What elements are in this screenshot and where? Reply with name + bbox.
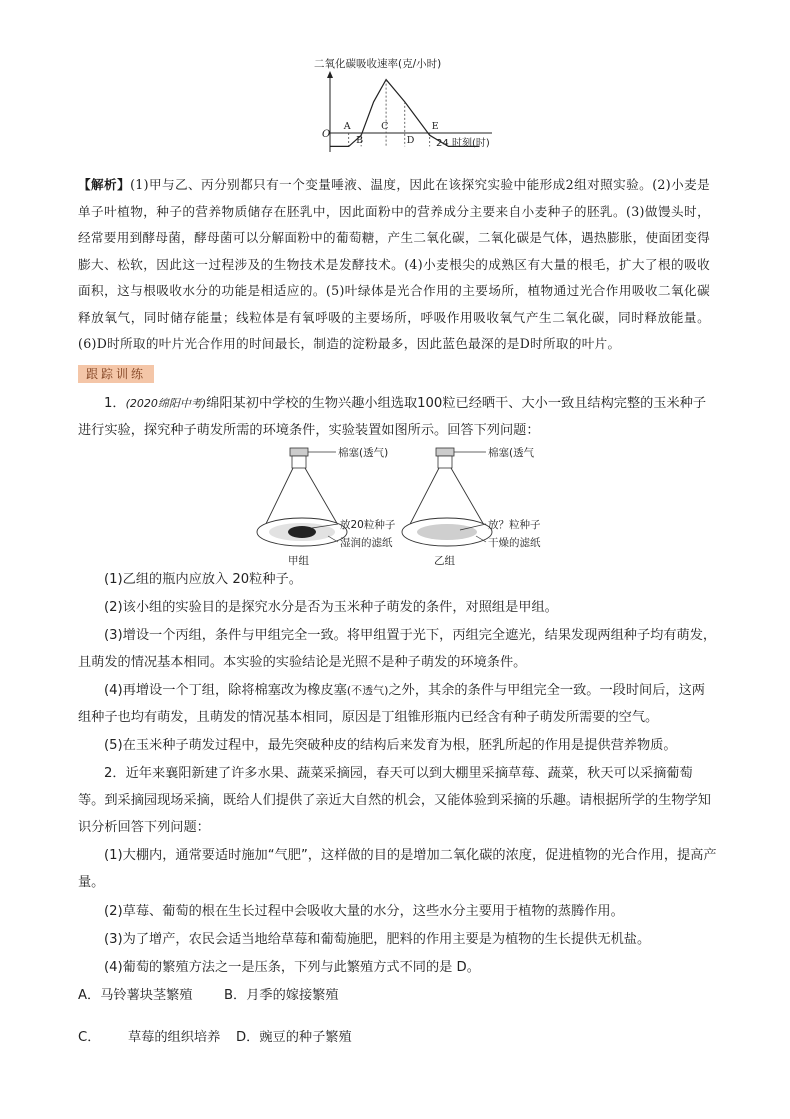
label-cotton-right: 棉塞(透气 (488, 447, 535, 459)
q1-answer-5: (5)在玉米种子萌发过程中，最先突破种皮的结构后来发育为根，胚乳所起的作用是提供营养物质。 (104, 738, 677, 753)
q1-stem (78, 390, 718, 444)
seeds-pile (288, 526, 316, 538)
q1-source: (2020绵阳中考) (125, 397, 207, 410)
analysis-paragraph (78, 172, 710, 358)
chart-canvas (306, 52, 516, 162)
analysis-text: (1)甲与乙、丙分别都只有一个变量唾液、温度，因此在该探究实验中能形成2组对照实验。(2)小麦是单子叶植物，种子的营养物质储存在胚乳中，因此面粉中的营养成分主要来自小麦种子的胚乳。(3)做馒头时，经常要用到酵母菌，酵母菌可以分解面粉中的葡萄糖，产生二氧化碳，二氧化碳是气体，遇热膨胀，使面团变得膨大、松软，因此这一过程涉及的生物技术是发酵技术。(4)小麦根尖的成熟区有大量的根毛，扩大了根的吸收面积，这与根吸收水分的功能是相适应的。(5)叶绿体是光合作用的主要场所，植物通过光合作用吸收二氧化碳释放氧气，同时储存能量；线粒体是有氧呼吸的主要场所，呼吸作用吸收氧气产生二氧化碳，同时释放能量。(6)D时所取的叶片光合作用的时间最长，制造的淀粉最多，因此蓝色最深的是D时所取的叶片。 (78, 177, 711, 351)
label-group-jia: 甲组 (288, 555, 309, 567)
flask-left (257, 448, 347, 546)
q1-answer-4 (78, 677, 718, 731)
dry-filter-paper (417, 524, 477, 540)
q2-answer-2: (2)草莓、葡萄的根在生长过程中会吸收大量的水分，这些水分主要用于植物的蒸腾作用。 (104, 904, 624, 919)
option-c-text: 草莓的组织培养 (128, 1030, 221, 1045)
label-paper-left: 湿润的滤纸 (340, 537, 393, 549)
co2-absorption-chart (306, 52, 516, 162)
option-a: A．马铃薯块茎繁殖 (78, 988, 193, 1003)
q1-stem-text: 绵阳某初中学校的生物兴趣小组选取100粒已经晒干、大小一致且结构完整的玉米种子进行实验，探究种子萌发所需的环境条件，实验装置如图所示。回答下列问题： (78, 396, 707, 438)
label-cotton-left: 棉塞(透气) (338, 447, 389, 459)
option-b: B．月季的嫁接繁殖 (224, 988, 339, 1003)
q1-answer-1: (1)乙组的瓶内应放入 20粒种子。 (104, 572, 302, 587)
label-group-yi: 乙组 (434, 555, 455, 567)
flask-right (402, 448, 492, 546)
chart-x-end-label: 24 (436, 138, 449, 149)
chart-y-arrow (327, 71, 333, 78)
label-paper-right: 干燥的滤纸 (488, 537, 541, 549)
q1-answer-4-pre: (4)再增设一个丁组，除将棉塞改为橡皮塞 (104, 683, 347, 698)
label-seeds-left: 放20粒种子 (340, 519, 396, 531)
chart-point-label-e: E (431, 121, 439, 132)
chart-point-label-d: D (406, 135, 415, 146)
q2-answer-3: (3)为了增产，农民会适当地给草莓和葡萄施肥，肥料的作用主要是为植物的生长提供无机盐。 (104, 932, 651, 947)
q2-stem: 2．近年来襄阳新建了许多水果、蔬菜采摘园，春天可以到大棚里采摘草莓、蔬菜，秋天可以采摘葡萄等。到采摘园现场采摘，既给人们提供了亲近大自然的机会，又能体验到采摘的乐趣。请根据所学的生物学知识分析回答下列问题： (78, 766, 711, 835)
q1-answer-4-note: (不透气) (346, 684, 389, 697)
q2-answer-1: (1)大棚内，通常要适时施加“气肥”，这样做的目的是增加二氧化碳的浓度，促进植物的光合作用，提高产量。 (78, 848, 717, 890)
q1-answer-3: (3)增设一个丙组，条件与甲组完全一致。将甲组置于光下，丙组完全遮光，结果发现两组种子均有萌发，且萌发的情况基本相同。本实验的实验结论是光照不是种子萌发的环境条件。 (78, 628, 717, 670)
flask-neck-right (438, 456, 452, 468)
q1-number: 1． (104, 396, 126, 411)
cotton-plug-left (290, 448, 308, 456)
chart-origin-label: O (322, 129, 331, 140)
flask-neck-left (292, 456, 306, 468)
chart-x-label: 时刻(时) (452, 138, 490, 149)
chart-title: 二氧化碳吸收速率(克/小时) (314, 58, 442, 70)
seed-apparatus-figure (250, 444, 580, 572)
option-c-letter: C． (78, 1030, 101, 1045)
q1-answer-2: (2)该小组的实验目的是探究水分是否为玉米种子萌发的条件，对照组是甲组。 (104, 600, 558, 615)
chart-point-label-c: C (381, 121, 389, 132)
cotton-plug-right (436, 448, 454, 456)
chart-point-label-a: A (343, 121, 351, 132)
option-d: D．豌豆的种子繁殖 (236, 1030, 352, 1045)
chart-point-label-b: B (356, 135, 364, 146)
chart-series-line (330, 80, 480, 147)
analysis-lead: 【解析】 (78, 177, 131, 192)
q2-answer-4: (4)葡萄的繁殖方法之一是压条，下列与此繁殖方式不同的是 D。 (104, 960, 480, 975)
label-seeds-right: 放？粒种子 (488, 519, 541, 531)
q1-answer-4-post: 之外，其余的条件与甲组完全一致。一段时间后，这两组种子也均有萌发，且萌发的情况基本相同，原因是丁组锥形瓶内已经含有种子萌发所需要的空气。 (78, 683, 705, 725)
section-tag: 跟踪训练 (78, 365, 154, 383)
